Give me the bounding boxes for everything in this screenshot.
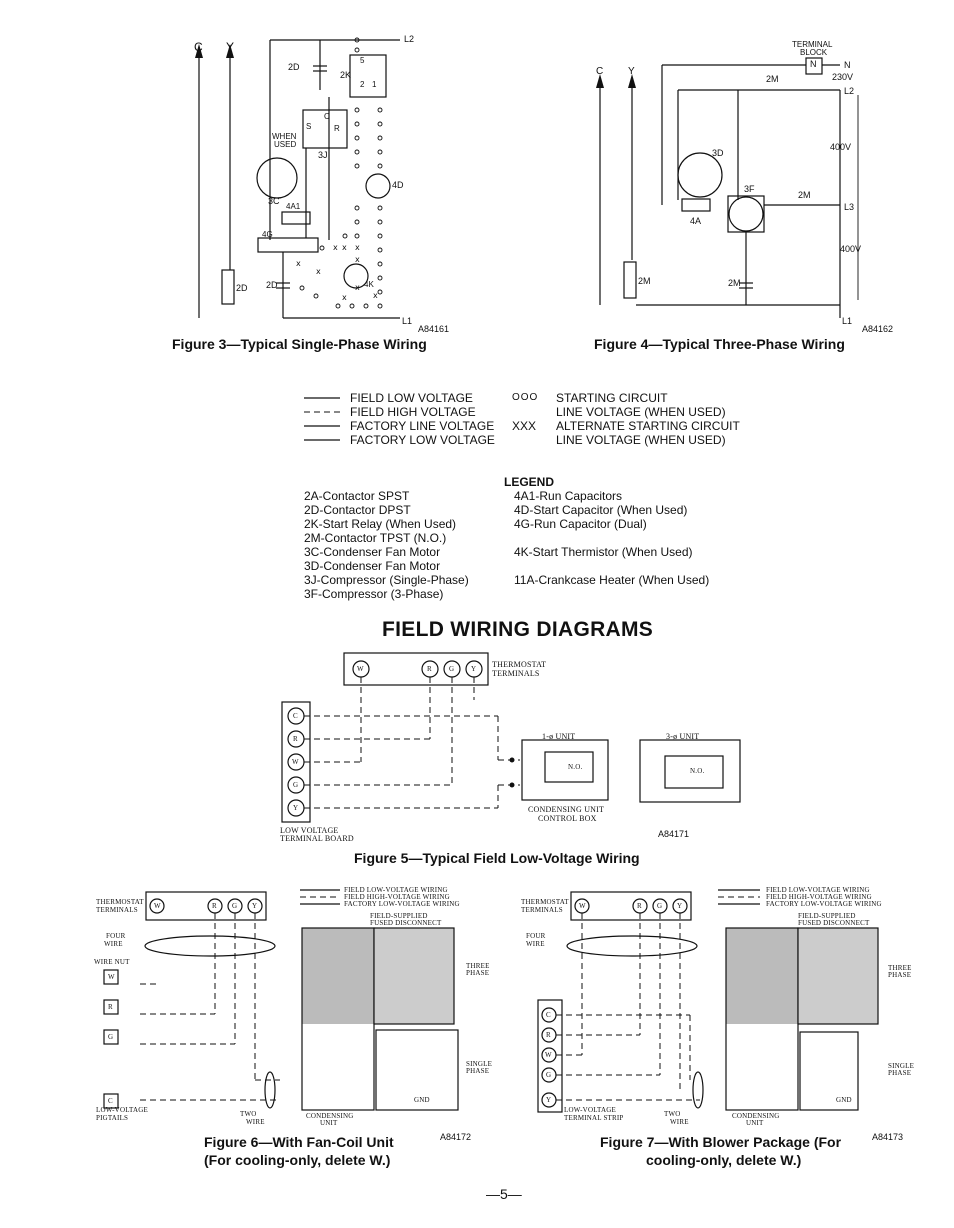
fig7-thermostat-label: THERMOSTAT — [521, 898, 569, 906]
line-legend-item: FIELD LOW VOLTAGE — [350, 391, 473, 405]
svg-text:x: x — [316, 267, 321, 276]
fig3-2d-label: 2D — [288, 62, 300, 72]
legend-item: 3C-Condenser Fan Motor — [304, 545, 441, 559]
fig3-code: A84161 — [418, 324, 450, 334]
fig3-when-label: WHEN — [272, 132, 297, 141]
fig7-key-factory-low: FACTORY LOW-VOLTAGE WIRING — [766, 900, 882, 908]
fig3-4a1-label: 4A1 — [286, 202, 301, 211]
symbol-legend-label: STARTING CIRCUIT — [556, 391, 668, 405]
fig4-230v-label: 230V — [832, 72, 854, 82]
fig5-r-terminal: R — [427, 665, 432, 673]
fig4-l1-label: L1 — [842, 316, 853, 326]
fig3-2k-label: 2K — [340, 70, 352, 80]
fig6-code: A84172 — [440, 1132, 472, 1142]
fig7-g-strip: G — [546, 1071, 552, 1079]
fig5-g-terminal: G — [449, 665, 455, 673]
section-title: FIELD WIRING DIAGRAMS — [382, 618, 654, 641]
fig7-r-strip: R — [546, 1031, 551, 1039]
fig4-400v-b-label: 400V — [840, 244, 862, 254]
fig6-wire-nut-label: WIRE NUT — [94, 958, 130, 966]
fig3-5-label: 5 — [360, 56, 365, 65]
symbol-legend-sym: XXX — [512, 419, 537, 433]
legend-item: 4K-Start Thermistor (When Used) — [514, 545, 693, 559]
fig4-2m-top-label: 2M — [766, 74, 779, 84]
fig3-l1-label: L1 — [402, 316, 413, 326]
legend-item: 4A1-Run Capacitors — [514, 489, 623, 503]
figure-3-diagram — [195, 38, 400, 318]
fig7-fsd1-label: FIELD-SUPPLIED — [798, 912, 856, 920]
fig3-2d-bottom-label: 2D — [236, 283, 248, 293]
fig4-c-label: C — [596, 66, 604, 77]
fig4-l2-label: L2 — [844, 86, 855, 96]
svg-text:x: x — [333, 243, 338, 252]
fig4-4a-label: 4A — [690, 216, 702, 226]
symbol-legend-sym — [512, 405, 552, 419]
svg-text:x: x — [355, 243, 360, 252]
fig4-2m-left-label: 2M — [638, 276, 651, 286]
legend-left-column — [304, 489, 469, 601]
fig6-w-terminal: W — [154, 902, 161, 910]
fig5-condensing-unit-label: CONDENSING UNIT — [528, 805, 605, 814]
fig5-low-voltage-label: LOW VOLTAGE — [280, 826, 339, 835]
fig3-3c-label: 3C — [268, 196, 280, 206]
fig5-c-board: C — [293, 712, 298, 720]
fig3-2-label: 2 — [360, 80, 365, 89]
fig7-unit-label: UNIT — [746, 1119, 764, 1127]
fig3-y-label: Y — [226, 40, 235, 54]
fig3-4g-label: 4G — [262, 230, 273, 239]
svg-text:x: x — [355, 283, 360, 292]
fig7-lv-label: LOW-VOLTAGE — [564, 1106, 616, 1114]
legend-item: 2D-Contactor DPST — [304, 503, 411, 517]
fig7-wire2-label: WIRE — [670, 1118, 689, 1126]
legend-item — [514, 531, 709, 545]
fig6-y-terminal: Y — [252, 902, 258, 910]
legend-title: LEGEND — [504, 475, 555, 489]
line-legend-item: FIELD HIGH VOLTAGE — [350, 405, 476, 419]
fig4-y-label: Y — [628, 66, 635, 77]
fig3-1-label: 1 — [372, 80, 377, 89]
fig7-phase-label: PHASE — [888, 971, 912, 979]
fig6-unit-label: UNIT — [320, 1119, 338, 1127]
legend-item: 4D-Start Capacitor (When Used) — [514, 503, 688, 517]
fig7-y-terminal: Y — [677, 902, 683, 910]
fig6-gnd-label: GND — [414, 1096, 430, 1104]
fig6-four-label: FOUR — [106, 932, 126, 940]
fig5-thermostat-label: THERMOSTAT — [492, 660, 547, 669]
fig6-r-pigtail: R — [108, 1003, 113, 1011]
fig6-g-pigtail: G — [108, 1033, 114, 1041]
fig6-lv-label: LOW-VOLTAGE — [96, 1106, 148, 1114]
fig5-1ph-unit-label: 1-ø UNIT — [542, 732, 576, 741]
fig4-n-label: N — [844, 60, 851, 70]
fig7-key-field-high: FIELD HIGH-VOLTAGE WIRING — [766, 893, 872, 901]
fig6-three-label: THREE — [466, 962, 490, 970]
fig6-caption-line1: Figure 6—With Fan-Coil Unit — [204, 1134, 394, 1150]
legend-item — [514, 587, 709, 601]
fig3-l2-label: L2 — [404, 34, 415, 44]
fig3-4k-label: 4K — [364, 280, 374, 289]
fig6-single-label: SINGLE — [466, 1060, 493, 1068]
legend-right-column — [514, 489, 709, 601]
fig3-2d-contact-label: 2D — [266, 280, 278, 290]
fig3-used-label: USED — [274, 140, 297, 149]
fig5-control-box-label: CONTROL BOX — [538, 814, 597, 823]
symbol-legend-label: LINE VOLTAGE (WHEN USED) — [556, 433, 726, 447]
fig7-four-label: FOUR — [526, 932, 546, 940]
svg-text:x: x — [342, 243, 347, 252]
fig3-c-label: C — [194, 40, 203, 54]
fig4-3f-label: 3F — [744, 184, 755, 194]
fig7-three-label: THREE — [888, 964, 912, 972]
page-number: —5— — [486, 1186, 522, 1202]
fig6-fsd2-label: FUSED DISCONNECT — [370, 919, 442, 927]
fig7-two-label: TWO — [664, 1110, 681, 1118]
fig7-w-strip: W — [545, 1051, 552, 1059]
svg-text:x: x — [355, 255, 360, 264]
symbol-legend-symbols — [512, 391, 552, 447]
line-legend-samples — [304, 398, 340, 440]
fig6-key-field-high: FIELD HIGH-VOLTAGE WIRING — [344, 893, 450, 901]
fig3-4d-label: 4D — [392, 180, 404, 190]
fig7-wire-label: WIRE — [526, 940, 545, 948]
fig7-y-strip: Y — [546, 1096, 552, 1104]
legend-item: 4G-Run Capacitor (Dual) — [514, 517, 647, 531]
fig7-phase2-label: PHASE — [888, 1069, 912, 1077]
fig4-2m-bottom-label: 2M — [728, 278, 741, 288]
fig3-r-terminal: R — [334, 124, 340, 133]
fig7-r-terminal: R — [637, 902, 642, 910]
fig7-code: A84173 — [872, 1132, 904, 1142]
fig5-no-3ph: N.O. — [690, 767, 705, 775]
symbol-legend-sym: OOO — [512, 392, 539, 403]
fig6-thermostat-label: THERMOSTAT — [96, 898, 144, 906]
fig6-condensing-label: CONDENSING — [306, 1112, 354, 1120]
svg-text:x: x — [373, 291, 378, 300]
fig5-code: A84171 — [658, 829, 690, 839]
line-legend-item: FACTORY LOW VOLTAGE — [350, 433, 495, 447]
fig5-w-terminal: W — [357, 665, 364, 673]
fig6-caption-line2: (For cooling-only, delete W.) — [204, 1152, 391, 1168]
fig5-terminal-board-label: TERMINAL BOARD — [280, 834, 354, 843]
fig5-r-board: R — [293, 735, 298, 743]
fig4-caption: Figure 4—Typical Three-Phase Wiring — [594, 336, 845, 352]
fig7-g-terminal: G — [657, 902, 663, 910]
fig6-phase-label: PHASE — [466, 969, 490, 977]
fig6-key-factory-low: FACTORY LOW-VOLTAGE WIRING — [344, 900, 460, 908]
fig7-caption-line1: Figure 7—With Blower Package (For — [600, 1134, 842, 1150]
fig4-3d-label: 3D — [712, 148, 724, 158]
fig7-fsd2-label: FUSED DISCONNECT — [798, 919, 870, 927]
fig6-two-label: TWO — [240, 1110, 257, 1118]
svg-text:x: x — [296, 259, 301, 268]
fig6-wire-label: WIRE — [104, 940, 123, 948]
fig5-no-1ph: N.O. — [568, 763, 583, 771]
fig7-strip-label: TERMINAL STRIP — [564, 1114, 624, 1122]
fig3-3j-label: 3J — [318, 150, 328, 160]
fig5-3ph-unit-label: 3-ø UNIT — [666, 732, 700, 741]
fig5-caption: Figure 5—Typical Field Low-Voltage Wiring — [354, 850, 640, 866]
fig4-400v-a-label: 400V — [830, 142, 852, 152]
fig6-phase2-label: PHASE — [466, 1067, 490, 1075]
fig7-w-terminal: W — [579, 902, 586, 910]
fig4-n-terminal: N — [810, 59, 817, 69]
fig6-wire2-label: WIRE — [246, 1118, 265, 1126]
line-legend-item: FACTORY LINE VOLTAGE — [350, 419, 495, 433]
legend-item: 2A-Contactor SPST — [304, 489, 410, 503]
legend-item: 2M-Contactor TPST (N.O.) — [304, 531, 447, 545]
fig4-code: A84162 — [862, 324, 894, 334]
fig5-y-terminal: Y — [471, 665, 477, 673]
fig7-single-label: SINGLE — [888, 1062, 915, 1070]
fig6-pigtails-label: PIGTAILS — [96, 1114, 129, 1122]
legend-item: 3D-Condenser Fan Motor — [304, 559, 441, 573]
fig4-block-label: BLOCK — [800, 48, 828, 57]
fig4-2m-mid-label: 2M — [798, 190, 811, 200]
symbol-legend-label: ALTERNATE STARTING CIRCUIT — [556, 419, 740, 433]
fig4-l3-label: L3 — [844, 202, 855, 212]
fig6-g-terminal: G — [232, 902, 238, 910]
fig6-r-terminal: R — [212, 902, 217, 910]
fig6-terminals-label: TERMINALS — [96, 906, 138, 914]
legend-item: 3F-Compressor (3-Phase) — [304, 587, 444, 601]
fig4-terminal-label: TERMINAL — [792, 40, 833, 49]
fig7-c-strip: C — [546, 1011, 551, 1019]
fig3-s-terminal: S — [306, 122, 312, 131]
fig5-y-board: Y — [293, 804, 299, 812]
fig5-w-board: W — [292, 758, 299, 766]
legend-item: 2K-Start Relay (When Used) — [304, 517, 457, 531]
fig6-key-field-low: FIELD LOW-VOLTAGE WIRING — [344, 886, 448, 894]
line-legend — [350, 391, 495, 447]
fig7-condensing-label: CONDENSING — [732, 1112, 780, 1120]
symbol-legend-label: LINE VOLTAGE (WHEN USED) — [556, 405, 726, 419]
fig6-c-pigtail: C — [108, 1097, 113, 1105]
figure-4-diagram — [596, 58, 858, 318]
legend-item: 3J-Compressor (Single-Phase) — [304, 573, 469, 587]
legend-item: 11A-Crankcase Heater (When Used) — [514, 573, 710, 587]
symbol-legend-sym — [512, 433, 552, 447]
fig7-caption-line2: cooling-only, delete W.) — [646, 1152, 802, 1168]
fig3-caption: Figure 3—Typical Single-Phase Wiring — [172, 336, 427, 352]
fig6-fsd1-label: FIELD-SUPPLIED — [370, 912, 428, 920]
symbol-legend-labels — [556, 391, 740, 447]
fig5-terminals-label: TERMINALS — [492, 669, 540, 678]
fig7-key-field-low: FIELD LOW-VOLTAGE WIRING — [766, 886, 870, 894]
svg-text:x: x — [342, 293, 347, 302]
legend-item — [514, 559, 709, 573]
fig3-c-terminal: C — [324, 112, 330, 121]
fig7-gnd-label: GND — [836, 1096, 852, 1104]
fig7-terminals-label: TERMINALS — [521, 906, 563, 914]
fig5-g-board: G — [293, 781, 299, 789]
fig6-w-pigtail: W — [108, 973, 115, 981]
